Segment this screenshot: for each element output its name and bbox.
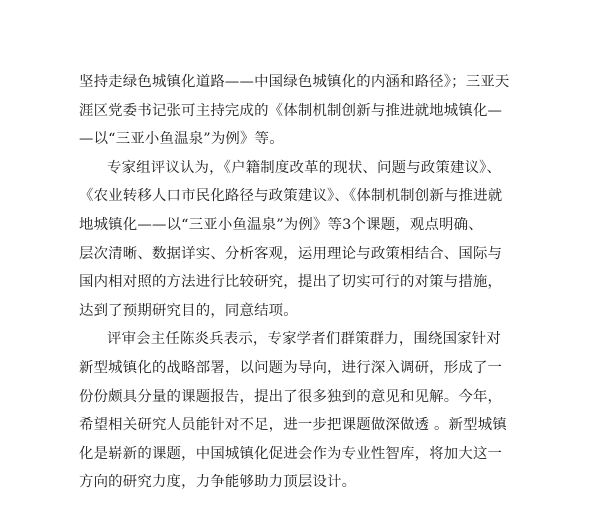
text-line: 地城镇化——以“三亚小鱼温泉”为例》等3个课题，观点明确、 [79,216,483,233]
text-line: 份份颇具分量的课题报告，提出了很多独到的意见和见解。今年， [79,388,503,405]
text-line: 层次清晰、数据详实、分析客观，运用理论与政策相结合、国际与 [79,245,503,262]
text-line: 达到了预期研究目的，同意结项。 [79,302,298,319]
paragraph-start-line: 评审会主任陈炎兵表示，专家学者们群策群力，围绕国家针对 [107,331,501,348]
text-line: 希望相关研究人员能针对不足，进一步把课题做深做透 。新型城镇 [79,417,507,434]
body-text [79,68,515,497]
text-line: —以“三亚小鱼温泉”为例》等。 [79,131,284,148]
text-line: 坚持走绿色城镇化道路——中国绿色城镇化的内涵和路径》；三亚天 [79,74,510,90]
text-line: 化是崭新的课题，中国城镇化促进会作为专业性智库，将加大这一 [79,445,503,462]
text-line: 涯区党委书记张可主持完成的《体制机制创新与推进就地城镇化— [79,102,503,119]
text-line: 国内相对照的方法进行比较研究，提出了切实可行的对策与措施， [79,274,503,291]
text-line: 方向的研究力度，力争能够助力顶层设计。 [79,474,357,491]
text-line: 《农业转移人口市民化路径与政策建议》、《体制机制创新与推进就 [79,188,503,205]
text-line: 新型城镇化的战略部署，以问题为导向，进行深入调研，形成了一 [79,359,503,376]
paragraph-start-line: 专家组评议认为，《户籍制度改革的现状、问题与政策建议》、 [107,159,502,176]
